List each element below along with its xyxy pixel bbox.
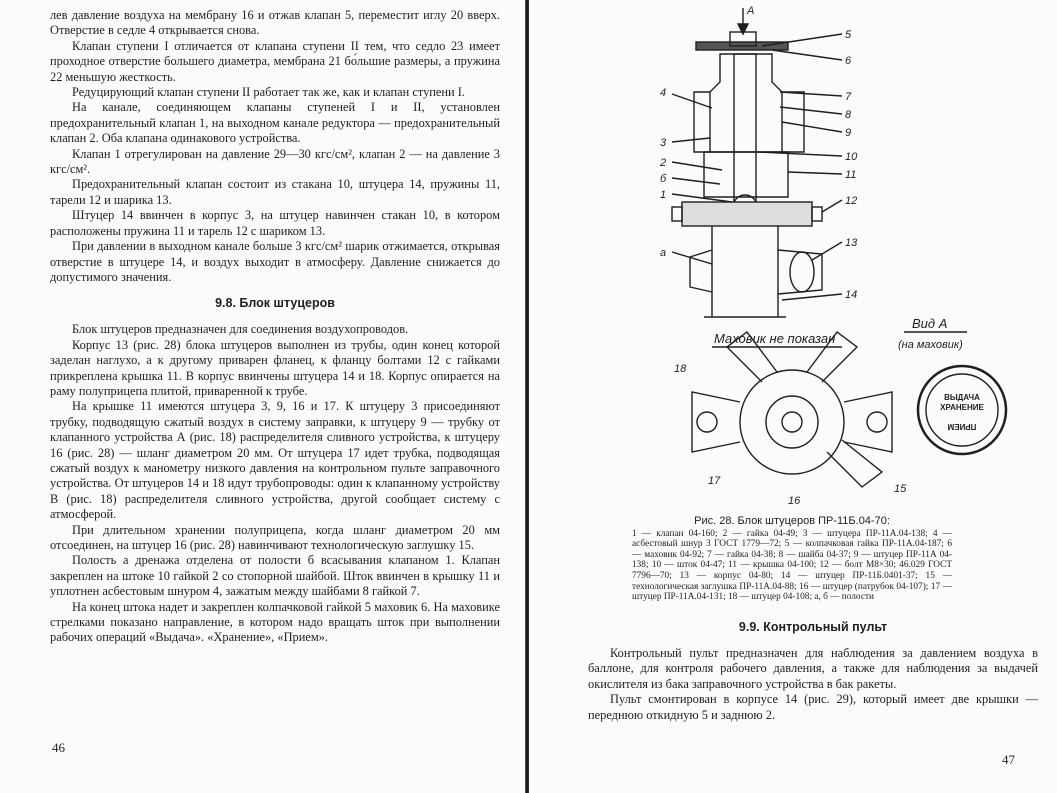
label: 10 xyxy=(845,151,858,163)
caption-title: Рис. 28. Блок штуцеров ПР-11Б.04-70: xyxy=(694,515,890,527)
leader-3 xyxy=(672,138,710,142)
label: 6 xyxy=(845,55,852,67)
bolt-right xyxy=(812,207,822,221)
paragraph: Клапан 1 отрегулирован на давление 29—30 кгс/см², клапан 2 — на давление 3 кгс/см². xyxy=(50,146,500,177)
label: 13 xyxy=(845,237,858,249)
page-number: 46 xyxy=(52,740,65,755)
leader-2 xyxy=(672,162,722,170)
label: 16 xyxy=(788,495,801,507)
left-text-column xyxy=(50,8,500,646)
label: б xyxy=(660,173,667,185)
leader-a xyxy=(672,252,712,264)
label: 4 xyxy=(660,87,667,99)
bolt-left xyxy=(672,207,682,221)
label: 18 xyxy=(674,363,687,375)
leader-11 xyxy=(788,172,842,174)
dial-label-receive: ПРИЕМ xyxy=(947,422,977,431)
label: 12 xyxy=(845,195,858,207)
paragraph: лев давление воздуха на мембрану 16 и отжав клапан 5, переместит иглу 20 вверх. Отверстие в седле 4 открывается снова. xyxy=(50,8,500,38)
paragraph: Блок штуцеров предназначен для соединения воздухопроводов. xyxy=(72,322,409,337)
plan-stem xyxy=(782,412,802,432)
paragraph: На канале, соединяющем клапаны ступеней I и II, установлен предохранительный клапан 1, на выходном канале редуктора — предохранительный клапан 2. Оба клапана одинакового устройства. xyxy=(50,100,500,146)
section-title: 9.9. Контрольный пульт xyxy=(738,620,888,634)
paragraph: Пульт смонтирован в корпусе 14 (рис. 29), который имеет две крышки — переднюю откидную 5 и заднюю 2. xyxy=(588,692,1038,722)
leader-8 xyxy=(780,107,842,114)
label: 2 xyxy=(660,157,667,169)
paragraph: Контрольный пульт предназначен для наблюдения за давлением воздуха в баллоне, для контроля рабочего давления, а также для наблюдения за выдачей окислителя из бака заправочного устройства в бак ракеты. xyxy=(588,646,1038,691)
plan-fitting-left xyxy=(692,392,740,452)
view-subtitle: (на маховик) xyxy=(898,339,963,351)
dial-label-storage: ХРАНЕНИЕ xyxy=(940,403,984,412)
label: 1 xyxy=(660,189,667,201)
label: 7 xyxy=(845,91,852,103)
paragraph: Корпус 13 (рис. 28) блока штуцеров выполнен из трубы, один конец которой заделан наглухо, а к другому приварен фланец, к фланцу болтами 12 с гайками прикреплена крышка 11. В корпус ввинчены штуцера 14 и 18. Корпус опирается на раму полуприцепа плитой, приваренной к трубе. xyxy=(50,337,500,398)
paragraph: При длительном хранении полуприцепа, когда шланг диаметром 20 мм отсоединен, на штуцер 16 (рис. 28) навинчивают технологическую заглушку 15. xyxy=(50,522,500,552)
technical-drawing xyxy=(612,2,1032,512)
label: 15 xyxy=(894,483,907,495)
plan-fitting-16 xyxy=(827,440,882,487)
label: 9 xyxy=(845,127,852,139)
paragraph: Штуцер 14 ввинчен в корпус 3, на штуцер навинчен стакан 10, в котором расположены пружина 11 и тарель 12 с шариком 13. xyxy=(50,208,500,238)
leader-5 xyxy=(762,34,842,46)
fitting-left xyxy=(690,250,712,292)
paragraph: Редуцирующий клапан ступени II работает так же, как и клапан ступени I. xyxy=(72,85,466,100)
paragraph: Полость а дренажа отделена от полости б всасывания клапаном 1. Клапан закреплен на штоке 10 гайкой 2 со стопорной шайбой. Шток ввинчен в крышку 11 и уплотнен асбестовым шнуром 4, зажатым между шайбами 8 гайкой 7. xyxy=(50,553,500,599)
label: А xyxy=(747,5,755,17)
leader-b xyxy=(672,178,720,184)
left-page xyxy=(0,0,520,793)
leader-1 xyxy=(672,194,732,202)
figure-caption xyxy=(632,516,952,603)
label: 11 xyxy=(845,169,857,181)
upper-housing xyxy=(710,54,782,152)
plan-bolt-left xyxy=(697,412,717,432)
caption-text: 1 — клапан 04-160; 2 — гайка 04-49; 3 — штуцера ПР-11А.04-138; 4 — асбестовый шнур 3 ГОСТ 1779—72; 5 — колпачковая гайка ПР-11А.04-187; 6 — маховик 04-92; 7 — гайка 04-38; 8 — шайба 04-37; 9 — штуцер ПР-11А 04-138; 10 — шток 04-47; 11 — крышка 04-100; 12 — болт М8×30; 46.029 ГОСТ 7796—70; 13 — корпус 04-80; 14 — штуцер ПР-11Б.0401-37; 15 — технологическая заглушка ПР-11А.04-88; 16 — штуцер (патрубок 04-107); 17 — штуцер ПР-11А.04-131; 18 — штуцер 04-108; а, б — полости xyxy=(632,528,952,603)
right-page xyxy=(532,0,1057,793)
dial-label-issue: ВЫДАЧА xyxy=(944,393,980,402)
label: 14 xyxy=(845,289,858,301)
section-title: 9.8. Блок штуцеров xyxy=(215,296,335,311)
page-number: 47 xyxy=(1002,752,1015,767)
leader-13 xyxy=(812,242,842,260)
plan-fitting-right xyxy=(844,392,892,452)
leader-7 xyxy=(780,92,842,96)
plan-cover xyxy=(766,396,818,448)
plan-bolt-right xyxy=(867,412,887,432)
label: 3 xyxy=(660,137,667,149)
label: 8 xyxy=(845,109,852,121)
leader-6 xyxy=(772,50,842,60)
label: а xyxy=(660,247,667,259)
leader-14 xyxy=(782,294,842,300)
note-handwheel: Маховик не показан xyxy=(714,331,836,346)
fitting-ring xyxy=(790,252,814,292)
view-title: Вид А xyxy=(912,316,948,331)
book-gutter xyxy=(525,0,529,793)
cover-block xyxy=(704,152,788,197)
figure-28 xyxy=(612,2,1032,512)
side-fitting-left xyxy=(694,92,710,152)
paragraph: Клапан ступени I отличается от клапана ступени II тем, что седло 23 имеет проходное отверстие большего диаметра, мембрана 21 бо́льшие размеры, а пружина 22 меньшую жесткость. xyxy=(50,38,500,84)
right-text-column xyxy=(588,620,1038,723)
fitting-right xyxy=(778,250,822,294)
plan-flange xyxy=(740,370,844,474)
paragraph: Предохранительный клапан состоит из стакана 10, штуцера 14, пружины 11, тарели 12 и шарика 13. xyxy=(50,177,500,207)
flange xyxy=(682,202,812,226)
leader-9 xyxy=(782,122,842,132)
leader-4 xyxy=(672,94,712,108)
leader-12 xyxy=(822,200,842,212)
label: 17 xyxy=(708,475,721,487)
paragraph: На конец штока надет и закреплен колпачковой гайкой 5 маховик 6. На маховике стрелками показано направление, в котором надо вращать шток при выполнении рабочих операций «Выдача». «Хранение», «Прием». xyxy=(50,599,500,645)
label: 5 xyxy=(845,29,852,41)
stem xyxy=(734,54,756,204)
paragraph: При давлении в выходном канале больше 3 кгс/см² шарик отжимается, открывая отверстие в штуцере 14, и воздух выходит в атмосферу. Давление снижается до допустимого значения. xyxy=(50,239,500,284)
paragraph: На крышке 11 имеются штуцера 3, 9, 16 и 17. К штуцеру 3 присоединяют трубку, подводящую сжатый воздух в систему заправки, к штуцеру 9 — трубку от клапанного устройства А (рис. 18) распределителя сливного устройства, к штуцеру 16 (рис. 28) — шланг диаметром 20 мм. От штуцера 17 идет трубка, подводящая сжатый воздух к манометру низкого давления на контрольном пульте заправочного устройства. От штуцеров 14 и 18 идут трубопроводы: один к клапанному устройству В (рис. 18) распределителя сливного устройства, другой сообщает систему с атмосферой. xyxy=(50,399,500,522)
body-tube xyxy=(712,226,778,317)
